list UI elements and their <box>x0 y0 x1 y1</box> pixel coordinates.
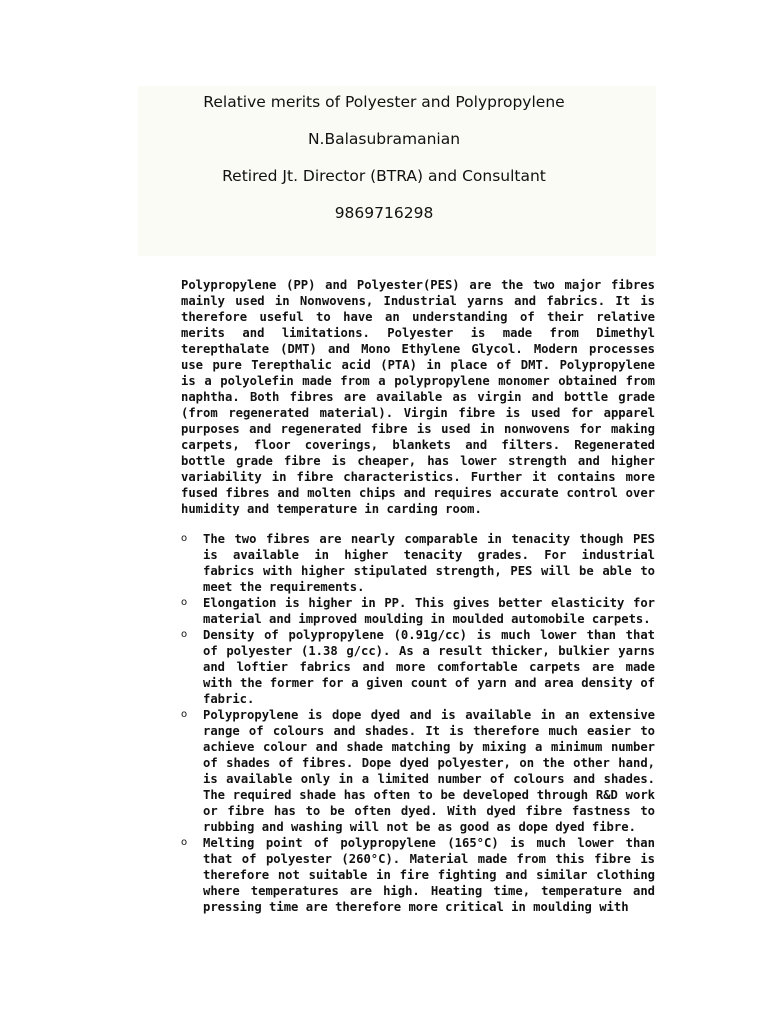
intro-paragraph: Polypropylene (PP) and Polyester(PES) are the two major fibres mainly used in Nonwovens, Industrial yarns and fabrics. It is therefore useful to have an understanding of their relative merits and limitations. Polyester is made from Dimethyl terepthalate (DMT) and Mono Ethylene Glycol. Modern processes use pure Terepthalic acid (PTA) in place of DMT. Polypropylene is a polyolefin made from a polypropylene monomer obtained from naphtha. Both fibres are available as virgin and bottle grade (from regenerated material). Virgin fibre is used for apparel purposes and regenerated fibre is used in nonwovens for making carpets, floor coverings, blankets and filters. Regenerated bottle grade fibre is cheaper, has lower strength and higher variability in fibre characteristics. Further it contains more fused fibres and molten chips and requires accurate control over humidity and temperature in carding room. <box>181 278 655 516</box>
bullet-icon: o <box>181 533 188 544</box>
document-title: Relative merits of Polyester and Polypropylene <box>203 93 565 111</box>
list-item-text: Polypropylene is dope dyed and is available in an extensive range of colours and shades. It is therefore much easier to achieve colour and shade matching by mixing a minimum number of shades of fibres. Dope dyed polyester, on the other hand, is available only in a limited number of colours and shades. The required shade has often to be developed through R&D work or fibre has to be often dyed. With dyed fibre fastness to rubbing and washing will not be as good as dope dyed fibre. <box>203 708 655 834</box>
bullet-icon: o <box>181 709 188 720</box>
list-item-text: Elongation is higher in PP. This gives better elasticity for material and improved moulding in moulded automobile carpets. <box>203 596 655 626</box>
list-item-text: Density of polypropylene (0.91g/cc) is much lower than that of polyester (1.38 g/cc). As a result thicker, bulkier yarns and loftier fabrics and more comfortable carpets are made with the former for a given count of yarn and area density of fabric. <box>203 628 655 706</box>
list-item-text: The two fibres are nearly comparable in tenacity though PES is available in higher tenacity grades. For industrial fabrics with higher stipulated strength, PES will be able to meet the requirements. <box>203 532 655 594</box>
merits-list <box>181 531 655 915</box>
list-item <box>181 707 655 835</box>
list-item-text: Melting point of polypropylene (165°C) is much lower than that of polyester (260°C). Material made from this fibre is therefore not suitable in fire fighting and similar clothing where temperatures are high. Heating time, temperature and pressing time are therefore more critical in moulding with <box>203 836 655 914</box>
list-item <box>181 835 655 915</box>
contact-phone: 9869716298 <box>334 204 434 222</box>
bullet-icon: o <box>181 597 188 608</box>
bullet-icon: o <box>181 837 188 848</box>
list-item <box>181 627 655 707</box>
list-item <box>181 531 655 595</box>
list-item <box>181 595 655 627</box>
author-position: Retired Jt. Director (BTRA) and Consultant <box>222 167 546 185</box>
bullet-icon: o <box>181 629 188 640</box>
author-name: N.Balasubramanian <box>307 130 461 148</box>
